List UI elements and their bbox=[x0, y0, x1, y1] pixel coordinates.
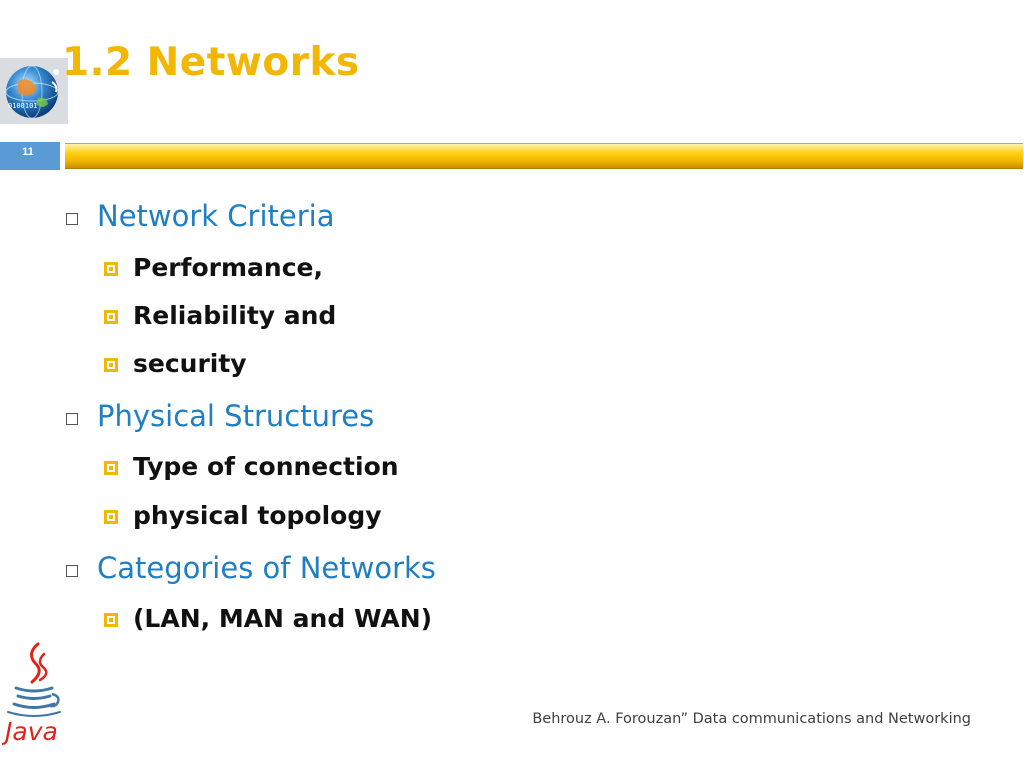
sub-bullet-label: security bbox=[133, 349, 247, 378]
bullet-label: Physical Structures bbox=[97, 399, 375, 433]
hollow-square-bullet-icon bbox=[66, 413, 78, 425]
title-accent-bar bbox=[65, 143, 1023, 169]
java-logo-text: Java bbox=[5, 717, 58, 746]
hollow-square-bullet-icon bbox=[66, 213, 78, 225]
slide-number: 11 bbox=[22, 146, 34, 158]
svg-text:0100101: 0100101 bbox=[8, 102, 38, 110]
globe-network-logo bbox=[0, 58, 68, 124]
sub-bullet-label: Type of connection bbox=[133, 452, 399, 481]
sub-bullet-reliability bbox=[104, 301, 336, 330]
bullet-label: Network Criteria bbox=[97, 199, 335, 233]
sub-bullet-security bbox=[104, 349, 247, 378]
square-bullet-icon bbox=[104, 510, 118, 524]
java-logo bbox=[2, 640, 66, 750]
footer-credit: Behrouz A. Forouzan” Data communications and Networking bbox=[532, 711, 971, 727]
bullet-categories-of-networks bbox=[66, 551, 436, 585]
sub-bullet-label: Performance, bbox=[133, 253, 323, 282]
sub-bullet-connection-type bbox=[104, 452, 399, 481]
sub-bullet-label: Reliability and bbox=[133, 301, 337, 330]
sub-bullet-lan-man-wan bbox=[104, 604, 432, 633]
square-bullet-icon bbox=[104, 461, 118, 475]
sub-bullet-performance bbox=[104, 253, 323, 282]
square-bullet-icon bbox=[104, 613, 118, 627]
bullet-label: Categories of Networks bbox=[97, 551, 436, 585]
square-bullet-icon bbox=[104, 262, 118, 276]
square-bullet-icon bbox=[104, 310, 118, 324]
sub-bullet-label: (LAN, MAN and WAN) bbox=[133, 604, 433, 633]
sub-bullet-label: physical topology bbox=[133, 501, 382, 530]
bullet-network-criteria bbox=[66, 199, 335, 233]
slide-title: 1.2 Networks bbox=[62, 40, 360, 85]
bullet-physical-structures bbox=[66, 399, 374, 433]
square-bullet-icon bbox=[104, 358, 118, 372]
hollow-square-bullet-icon bbox=[66, 565, 78, 577]
sub-bullet-physical-topology bbox=[104, 501, 382, 530]
